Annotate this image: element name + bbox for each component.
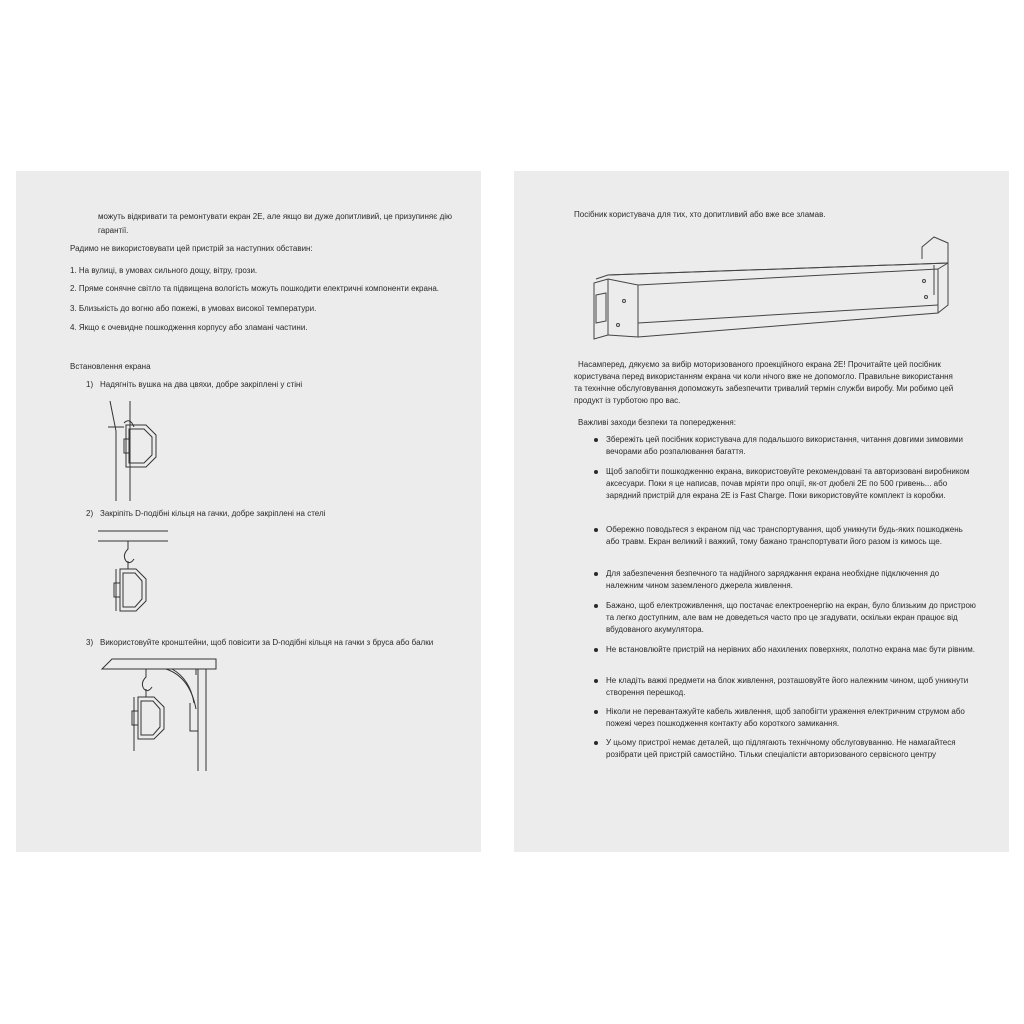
- condition-item: 3. Близькість до вогню або пожежі, в умовах високої температури.: [70, 304, 317, 313]
- bullet-dot: [594, 604, 598, 608]
- intro-paragraph-line: та технічне обслуговування допоможуть забезпечити тривалий термін служби виробу. Ми робимо цей: [574, 384, 954, 393]
- install-heading: Встановлення екрана: [70, 362, 151, 371]
- safety-bullet: Не кладіть важкі предмети на блок живлення, розташовуйте його належним чином, щоб уникнути створення перешкод.: [606, 676, 969, 697]
- condition-item: 4. Якщо є очевидне пошкодження корпусу або зламані частини.: [70, 323, 308, 332]
- right-page: [514, 171, 1009, 852]
- safety-bullet: Щоб запобігти пошкодженню екрана, використовуйте рекомендовані та авторизовані виробником аксесуари. Поки я це написав, почав мріяти про опції, як-от дюбелі 2E по 500 гривень... або зарядний пристрій для екрана 2E із Fast Charge. Поки використовуйте комплект із коробки.: [606, 467, 970, 500]
- step-text: Використовуйте кронштейни, щоб повісити за D-подібні кільця на гачки з бруса або балки: [100, 638, 434, 647]
- intro-paragraph-line: продукт із турботою про вас.: [574, 396, 681, 405]
- bracket-mount-illustration: [102, 655, 222, 771]
- safety-bullet: Обережно поводьтеся з екраном під час транспортування, щоб уникнути будь-яких пошкоджень або травм. Екран великий і важкий, тому бажано транспортувати його разом із кимось ще.: [606, 525, 963, 546]
- safety-bullet: У цьому пристрої немає деталей, що підлягають технічному обслуговуванню. Не намагайтеся розібрати цей пристрій самостійно. Тільки спеціалісти авторизованого сервісного центру: [606, 738, 956, 759]
- page-subtitle: Посібник користувача для тих, хто допитливий або вже все зламав.: [574, 210, 826, 219]
- intro-paragraph-line: Насамперед, дякуємо за вибір моторизованого проекційного екрана 2E! Прочитайте цей посібник: [578, 360, 941, 369]
- bullet-dot: [594, 741, 598, 745]
- safety-bullet: Бажано, щоб електроживлення, що постачає електроенергію на екран, було близьким до пристрою та легко доступним, але вам не доведеться часто про це згадувати, оскільки екран працює від вбудованого акумулятора.: [606, 601, 976, 634]
- intro-line-2: гарантії.: [98, 226, 129, 235]
- bullet-dot: [594, 710, 598, 714]
- condition-item: 1. На вулиці, в умовах сильного дощу, вітру, грози.: [70, 266, 258, 275]
- bullet-dot: [594, 470, 598, 474]
- intro-paragraph-line: користувача перед використанням екрана чи коли нічого вже не допомогло. Правильне використання: [574, 372, 953, 381]
- safety-bullet: Для забезпечення безпечного та надійного заряджання екрана необхідне підключення до належним чином заземленого джерела живлення.: [606, 569, 940, 590]
- condition-item: 2. Пряме сонячне світло та підвищена вологість можуть пошкодити електричні компоненти екрана.: [70, 284, 440, 293]
- bullet-dot: [594, 438, 598, 442]
- safety-bullet: Збережіть цей посібник користувача для подальшого використання, читання довгими зимовими вечорами або розпалювання багаття.: [606, 435, 963, 456]
- conditions-heading: Радимо не використовувати цей пристрій за наступних обставин:: [70, 244, 313, 253]
- projection-screen-illustration: [588, 235, 968, 345]
- step-text: Закріпіть D-подібні кільця на гачки, добре закріплені на стелі: [100, 509, 326, 518]
- safety-bullet: Не встановлюйте пристрій на нерівних або нахилених поверхнях, полотно екрана має бути рівним.: [606, 645, 975, 654]
- step-number: 1): [86, 380, 94, 389]
- bullet-dot: [594, 572, 598, 576]
- wall-mount-illustration: [104, 401, 164, 501]
- step-number: 2): [86, 509, 94, 518]
- step-number: 3): [86, 638, 94, 647]
- bullet-dot: [594, 679, 598, 683]
- bullet-dot: [594, 528, 598, 532]
- intro-line-1: можуть відкривати та ремонтувати екран 2E, але якщо ви дуже допитливий, це призупиняє дію: [98, 212, 453, 221]
- safety-bullet: Ніколи не перевантажуйте кабель живлення, щоб запобігти ураження електричним струмом або пожежі через пошкодження контакту або короткого замикання.: [606, 707, 965, 728]
- bullet-dot: [594, 648, 598, 652]
- safety-heading: Важливі заходи безпеки та попередження:: [578, 418, 736, 427]
- left-page: [16, 171, 481, 852]
- step-text: Надягніть вушка на два цвяхи, добре закріплені у стіні: [100, 380, 303, 389]
- ceiling-mount-illustration: [98, 527, 178, 617]
